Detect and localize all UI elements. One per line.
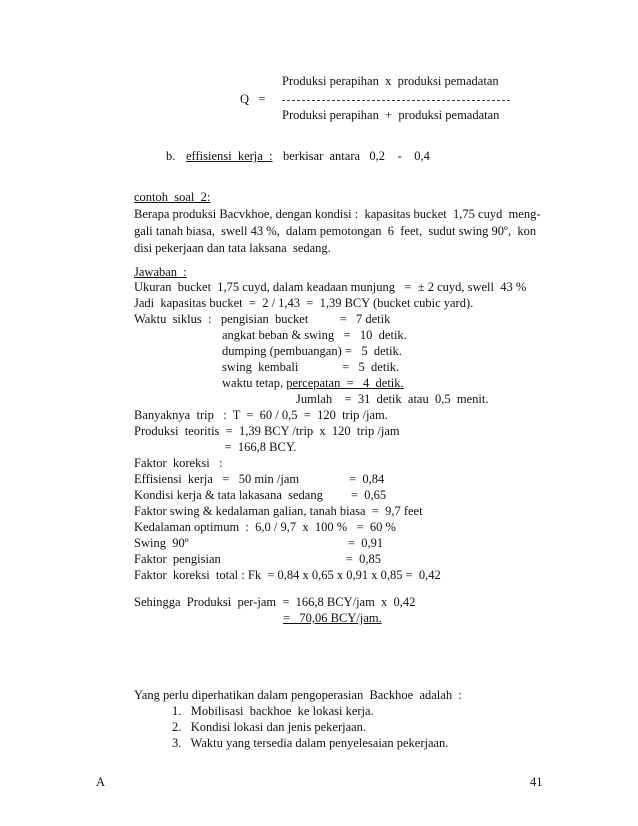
formula-numerator: Produksi perapihan x produksi pemadatan (282, 74, 499, 88)
problem-line: Berapa produksi Bacvkhoe, dengan kondisi : kapasitas bucket 1,75 cuyd meng- (134, 207, 541, 221)
answer-line: Effisiensi kerja = 50 min /jam = 0,84 (134, 472, 385, 486)
answer-line: Faktor koreksi : (134, 456, 223, 470)
answer-line: Jadi kapasitas bucket = 2 / 1,43 = 1,39 BCY (bucket cubic yard). (134, 296, 474, 310)
notes-item: 2. Kondisi lokasi dan jenis pekerjaan. (172, 720, 367, 734)
answer-line: Kedalaman optimum : 6,0 / 9,7 x 100 % = 60 % (134, 520, 396, 534)
cycle-item: swing kembali = 5 detik. (222, 360, 400, 374)
example-heading: contoh soal 2: (134, 190, 211, 204)
cycle-item: angkat beban & swing = 10 detik. (222, 328, 407, 342)
problem-line: disi pekerjaan dan tata laksana sedang. (134, 241, 331, 255)
item-b-marker: b. (166, 149, 176, 163)
footer-left: A (96, 775, 106, 789)
result-line: Sehingga Produksi per-jam = 166,8 BCY/jam x 0,42 (134, 595, 416, 609)
formula-lhs: Q = (240, 92, 266, 106)
answer-line: Waktu siklus : pengisian bucket = 7 detik (134, 312, 391, 326)
fixed-time-value: percepatan = 4 detik. (286, 376, 404, 390)
item-b-term: effisiensi kerja : (186, 149, 273, 163)
result-value: = 70,06 BCY/jam. (283, 611, 382, 625)
answer-line: = 166,8 BCY. (134, 440, 297, 454)
item-b-text: berkisar antara 0,2 - 0,4 (283, 149, 430, 163)
formula-denominator: Produksi perapihan + produksi pemadatan (282, 108, 500, 122)
notes-intro: Yang perlu diperhatikan dalam pengoperasian Backhoe adalah : (134, 688, 462, 702)
answer-line: Kondisi kerja & tata lakasana sedang = 0,65 (134, 488, 387, 502)
cycle-item: dumping (pembuangan) = 5 detik. (222, 344, 402, 358)
answer-line: Faktor pengisian = 0,85 (134, 552, 381, 566)
answer-line: Swing 90º = 0,91 (134, 536, 384, 550)
answer-line: Ukuran bucket 1,75 cuyd, dalam keadaan munjung = ± 2 cuyd, swell 43 % (134, 280, 527, 294)
answer-line: Produksi teoritis = 1,39 BCY /trip x 120 trip /jam (134, 424, 400, 438)
fraction-line (282, 100, 510, 101)
answer-line: Faktor swing & kedalaman galian, tanah biasa = 9,7 feet (134, 504, 423, 518)
notes-item: 1. Mobilisasi backhoe ke lokasi kerja. (172, 704, 374, 718)
answer-line: Faktor koreksi total : Fk = 0,84 x 0,65 x 0,91 x 0,85 = 0,42 (134, 568, 441, 582)
answer-line: Banyaknya trip : T = 60 / 0,5 = 120 trip /jam. (134, 408, 388, 422)
cycle-item-fixed (222, 376, 404, 391)
page-number: 41 (530, 775, 543, 789)
notes-item: 3. Waktu yang tersedia dalam penyelesaian pekerjaan. (172, 736, 449, 750)
answer-heading: Jawaban : (134, 265, 187, 279)
cycle-total: Jumlah = 31 detik atau 0,5 menit. (296, 392, 489, 406)
problem-line: gali tanah biasa, swell 43 %, dalam pemotongan 6 feet, sudut swing 90º, kon (134, 224, 537, 238)
fixed-time-label: waktu tetap, (222, 376, 287, 390)
